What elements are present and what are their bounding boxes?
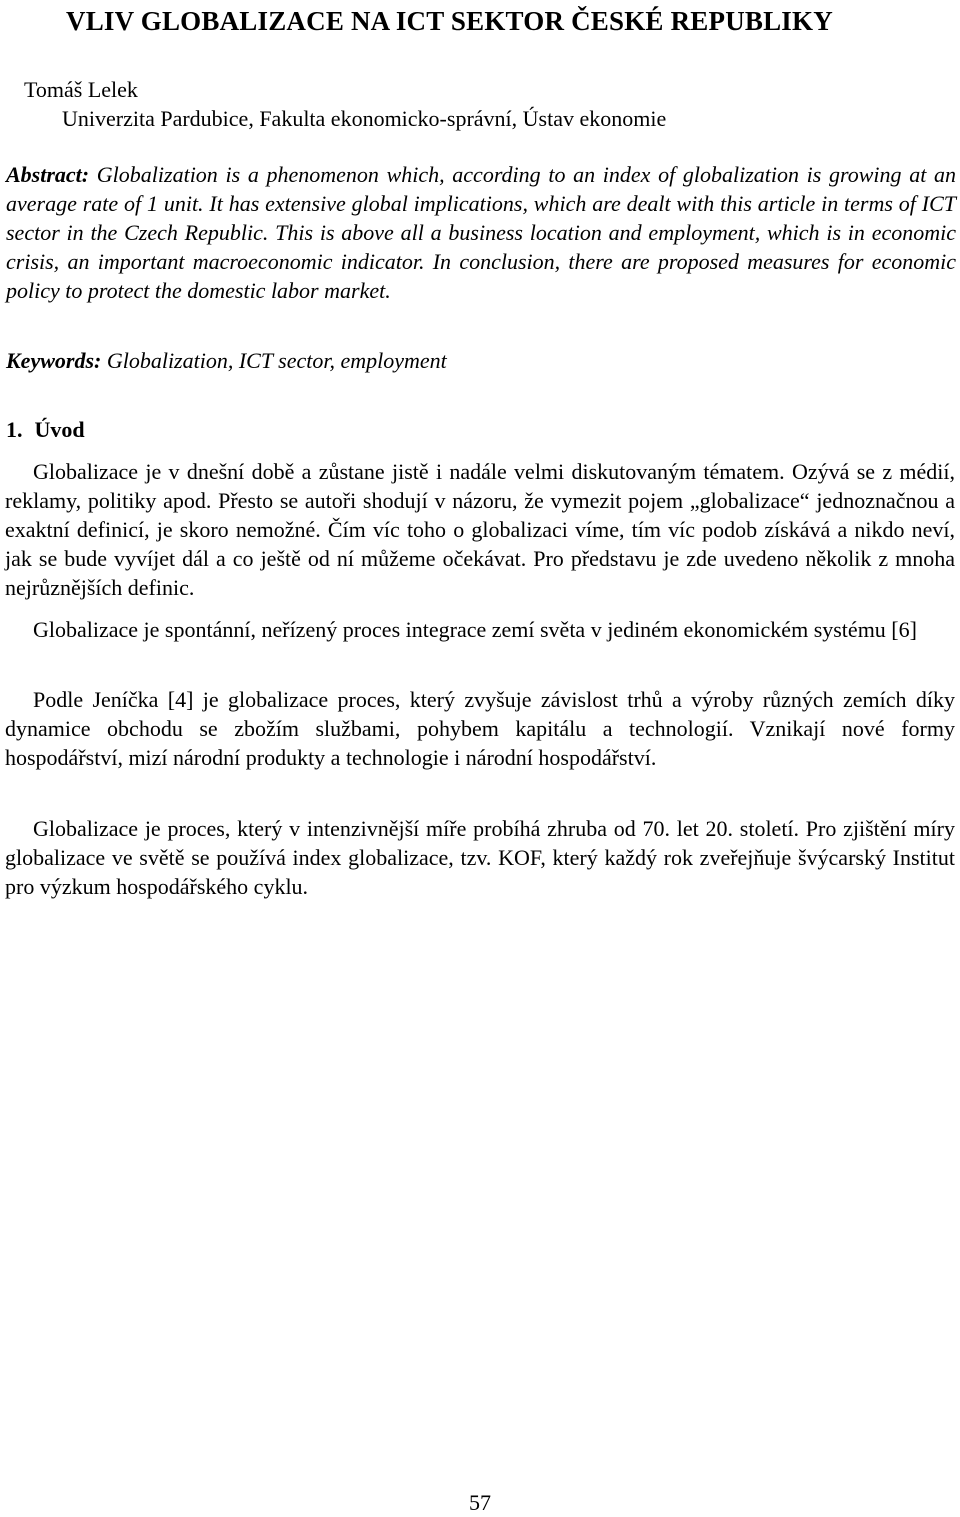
keywords — [6, 348, 447, 374]
paper-title: VLIV GLOBALIZACE NA ICT SEKTOR ČESKÉ REPUBLIKY — [66, 6, 833, 36]
body-paragraph-4: Globalizace je proces, který v intenzivnější míře probíhá zhruba od 70. let 20. století. Pro zjištění míry globalizace ve světě se používá index globalizace, tzv. KOF, který každý rok zveřejňuje švýcarský Institut pro výzkum hospodářského cyklu. — [5, 816, 955, 899]
body-paragraph-1: Globalizace je v dnešní době a zůstane jistě i nadále velmi diskutovaným tématem. Ozývá se z médií, reklamy, politiky apod. Přesto se autoři shodují v názoru, že vymezit pojem „globalizace“ jednoznačnou a exaktní definicí, je skoro nemožné. Čím víc toho o globalizaci víme, tím víc podob získává a nikdo neví, jak se bude vyvíjet dál a co ještě od ní můžeme očekávat. Pro představu je zde uvedeno několik z mnoha nejrůznějších definic. — [5, 459, 955, 600]
abstract-label: Abstract: — [6, 162, 90, 187]
body-paragraph-3: Podle Jeníčka [4] je globalizace proces, který zvyšuje závislost trhů a výroby různých zemích díky dynamice obchodu se zbožím službami, pohybem kapitálu a technologií. Vznikají nové formy hospodářství, mizí národní produkty a technologie i národní hospodářství. — [5, 687, 955, 770]
page-number: 57 — [469, 1490, 491, 1515]
keywords-text: Globalization, ICT sector, employment — [101, 348, 447, 373]
body-paragraph-2: Globalizace je spontánní, neřízený proces integrace zemí světa v jediném ekonomickém systému [6] — [33, 617, 917, 642]
abstract — [6, 160, 956, 305]
author-affiliation: Univerzita Pardubice, Fakulta ekonomicko-správní, Ústav ekonomie — [62, 106, 667, 131]
keywords-label: Keywords: — [6, 348, 102, 373]
author-name: Tomáš Lelek — [24, 77, 138, 102]
section-number: 1. — [6, 417, 23, 442]
section-title: Úvod — [34, 417, 85, 442]
abstract-text: Globalization is a phenomenon which, according to an index of globalization is growing at an average rate of 1 unit. It has extensive global implications, which are dealt with this article in terms of ICT sector in the Czech Republic. This is above all a business location and employment, which is in economic crisis, an important macroeconomic indicator. In conclusion, there are proposed measures for economic policy to protect the domestic labor market. — [6, 162, 956, 303]
section-heading — [6, 417, 85, 443]
